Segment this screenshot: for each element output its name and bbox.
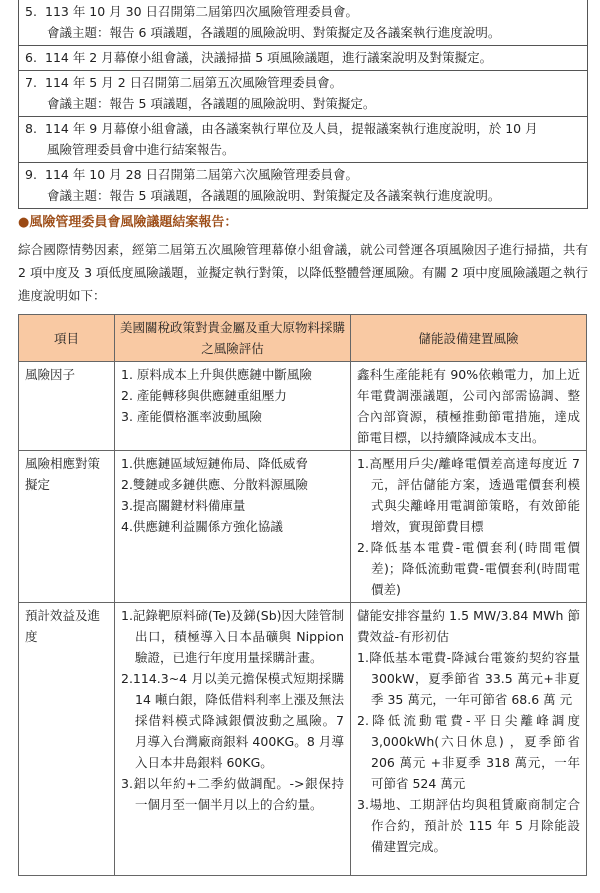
header-storage-risk: 儲能設備建置風險 <box>351 315 587 362</box>
item-number: 7. <box>25 75 37 90</box>
list-entry: 1.降低基本電費-降減台電簽約契約容量 300kW，夏季節省 33.5 萬元+非夏季 35 萬元，一年可節省 68.6 萬 元 <box>357 650 580 707</box>
tariff-cell <box>115 603 351 876</box>
list-entry: 4.供應鏈利益關係方強化協議 <box>121 519 283 534</box>
table-row <box>19 362 587 451</box>
list-entry: 1.供應鏈區域短鏈佈局、降低威脅 <box>121 456 308 471</box>
table-row <box>19 603 587 876</box>
cell-paragraph: 儲能安排容量約 1.5 MW/3.84 MWh 節費效益-有形初估 <box>357 608 580 644</box>
item-subtext: 風險管理委員會中進行結案報告。 <box>47 142 235 157</box>
list-entry: 2.降低流動電費-平日尖離峰調度 3,000kWh(六日休息) ，夏季節省 206 萬元 +非夏季 318 萬元，一年可節省 524 萬元 <box>357 713 580 791</box>
list-item <box>19 46 588 71</box>
cell-paragraph: 鑫科生產能耗有 90%依賴電力，加上近年電費調漲議題，公司內部需協調、整合內部資源，積極推動節電措施，達成節電目標，以持續降減成本支出。 <box>357 367 580 445</box>
list-entry: 1.記錄靶原料碲(Te)及銻(Sb)因大陸管制出口，積極導入日本晶礦與 Nippion 驗證，已進行年度用量採購計畫。 <box>121 608 345 665</box>
table-header-row <box>19 315 587 362</box>
item-subtext: 會議主題：報告 5 項議題，各議題的風險說明、對策擬定及各議案執行進度說明。 <box>47 188 501 203</box>
header-item: 項目 <box>19 315 115 362</box>
item-text: 113 年 10 月 30 日召開第二屆第四次風險管理委員會。 <box>45 4 359 19</box>
list-entry: 3. 產能價格滙率波動風險 <box>121 409 262 424</box>
list-entry: 2. 產能轉移與供應鏈重組壓力 <box>121 388 287 403</box>
storage-cell <box>351 451 587 603</box>
list-entry: 3.提高關鍵材料備庫量 <box>121 498 246 513</box>
list-entry: 3.鋁以年約+二季約做調配。->銀保持一個月至一個半月以上的合約量。 <box>121 776 344 812</box>
item-number: 6. <box>25 50 37 65</box>
storage-cell <box>351 603 587 876</box>
item-text: 114 年 5 月 2 日召開第二屆第五次風險管理委員會。 <box>45 75 343 90</box>
item-text: 114 年 2 月幕僚小組會議，決議掃描 5 項風險議題，進行議案說明及對策擬定。 <box>45 50 493 65</box>
tariff-cell <box>115 362 351 451</box>
item-number: 8. <box>25 121 37 136</box>
list-item <box>19 0 588 46</box>
list-entry: 1. 原料成本上升與供應鏈中斷風險 <box>121 367 312 382</box>
row-label: 風險相應對策擬定 <box>19 451 115 603</box>
list-item <box>19 117 588 163</box>
item-text: 114 年 9 月幕僚小組會議，由各議案執行單位及人員，提報議案執行進度說明，於 10 月 <box>45 121 538 136</box>
list-entry: 2.降低基本電費-電價套利(時間電價差)；降低流動電費-電價套利(時間電價差) <box>357 540 580 597</box>
list-entry: 2.114.3~4 月以美元擔保模式短期採購 14 噸白銀，降低借料利率上漲及無法採借料模式降減銀價波動之風險。7 月導入台灣廠商銀料 400KG。8 月導入日本井島銀料 60KG。 <box>121 671 344 770</box>
list-entry: 2.雙鏈或多鏈供應、分散料源風險 <box>121 477 308 492</box>
table-row <box>19 451 587 603</box>
item-number: 5. <box>25 4 37 19</box>
item-text: 114 年 10 月 28 日召開第二屆第六次風險管理委員會。 <box>45 167 359 182</box>
row-label: 風險因子 <box>19 362 115 451</box>
item-number: 9. <box>25 167 37 182</box>
tariff-cell <box>115 451 351 603</box>
item-subtext: 會議主題：報告 5 項議題，各議題的風險說明、對策擬定。 <box>47 96 376 111</box>
intro-paragraph: 綜合國際情勢因素，經第二屆第五次風險管理幕僚小組會議，就公司營運各項風險因子進行掃描，共有 2 項中度及 3 項低度風險議題，並擬定執行對策，以降低整體營運風險。有關 2 項中度風險議題之執行進度說明如下： <box>18 242 588 303</box>
header-tariff-risk: 美國關稅政策對貴金屬及重大原物料採購之風險評估 <box>115 315 351 362</box>
risk-report-table <box>18 314 587 876</box>
row-label: 預計效益及進度 <box>19 603 115 876</box>
list-item <box>19 163 588 209</box>
storage-cell <box>351 362 587 451</box>
list-entry: 1.高壓用戶尖/離峰電價差高達每度近 7 元，評估儲能方案，透過電價套利模式與尖離峰用電調節策略，有效節能增效，實現節費目標 <box>357 456 580 534</box>
list-item <box>19 71 588 117</box>
meeting-history-list <box>18 0 588 209</box>
item-subtext: 會議主題：報告 6 項議題，各議題的風險說明、對策擬定及各議案執行進度說明。 <box>47 25 501 40</box>
section-heading: ●風險管理委員會風險議題結案報告： <box>18 215 238 230</box>
list-entry: 3.場地、工期評估均與租賃廠商制定合作合約，預計於 115 年 5 月除能設備建置完成。 <box>357 797 580 854</box>
